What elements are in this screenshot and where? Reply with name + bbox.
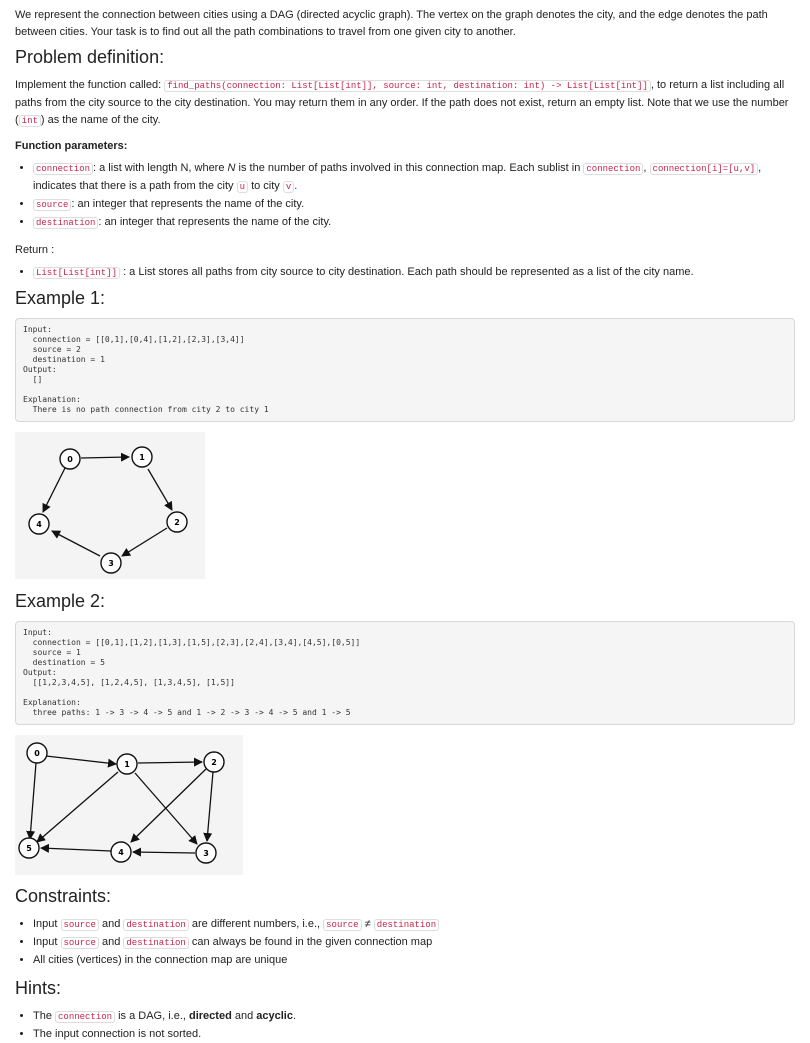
constraints-list — [15, 916, 795, 969]
intro-paragraph — [15, 7, 795, 41]
inline-code: source — [61, 937, 99, 949]
hints-heading: Hints: — [15, 978, 62, 998]
text-run: . — [292, 1010, 297, 1022]
list-item — [33, 1026, 795, 1043]
text-run: : an integer that represents the name of the city. — [98, 216, 332, 228]
graph1-label-3: 3 — [108, 559, 114, 568]
text-run: , to return a list including all paths from the city source to the city destination. You may return them in any order. If the path does not exist, return an empty list. Note that we use the number ( — [15, 79, 789, 126]
list-item — [33, 264, 795, 282]
text-run: and — [231, 1010, 257, 1022]
graph2-label-1: 1 — [124, 760, 130, 769]
graph1-label-2: 2 — [174, 518, 180, 527]
text-run: ≠ — [361, 918, 374, 930]
list-item — [33, 916, 795, 934]
example2-graph — [15, 735, 243, 875]
text-run: : a list with length N, where — [93, 162, 228, 174]
inline-code: source — [323, 919, 361, 931]
example2-heading: Example 2: — [15, 591, 106, 611]
text-run: Implement the function called: — [15, 79, 165, 91]
inline-code: u — [237, 181, 248, 193]
text-run: The — [33, 1010, 56, 1022]
inline-code: source — [61, 919, 99, 931]
inline-code: int — [19, 115, 41, 127]
graph1-label-0: 0 — [67, 455, 73, 464]
text-run: and — [98, 918, 124, 930]
inline-code: connection — [33, 163, 93, 175]
text-run: is a DAG, i.e., — [115, 1010, 189, 1022]
text-run: Input — [33, 936, 61, 948]
constraints-heading: Constraints: — [15, 886, 112, 906]
inline-code: destination — [374, 919, 439, 931]
graph2-label-3: 3 — [203, 849, 209, 858]
text-run: We represent the connection between cities using a DAG (directed acyclic graph). The vertex on the graph denotes the city, and the edge denotes the path between cities. Your task is to find out all the path combinations to travel from one given city to another. — [15, 9, 768, 38]
text-run: is the number of paths involved in this connection map. Each sublist in — [235, 162, 584, 174]
text-run: Input — [33, 918, 61, 930]
example2-code: Input: connection = [[0,1],[1,2],[1,3],[1,5],[2,3],[2,4],[3,4],[4,5],[0,5]] source = 1 destination = 5 Output: [[1,2,3,4,5], [1,2,4,5], [1,3,4,5], [1,5]] Explanation: three paths: 1 -> 3 -> 4 -> 5 and 1 -> 2 -> 3 -> 4 -> 5 and 1 -> 5 — [15, 621, 795, 725]
inline-code: v — [283, 181, 294, 193]
text-run: : a List stores all paths from city source to city destination. Each path should be represented as a list of the city name. — [120, 266, 694, 278]
example1-code: Input: connection = [[0,1],[0,4],[1,2],[2,3],[3,4]] source = 2 destination = 1 Output: [] Explanation: There is no path connection from city 2 to city 1 — [15, 318, 795, 422]
list-item — [33, 1008, 795, 1026]
graph2-label-0: 0 — [34, 749, 40, 758]
inline-code: List[List[int]] — [33, 267, 120, 279]
problem-heading: Problem definition: — [15, 47, 165, 67]
return-heading: Return : — [15, 244, 55, 256]
inline-code: connection[i]=[u,v] — [650, 163, 759, 175]
list-item — [33, 214, 795, 232]
example1-graph — [15, 432, 205, 579]
list-item — [33, 196, 795, 214]
params-list — [15, 160, 795, 232]
text-run: to city — [248, 180, 283, 192]
params-heading: Function parameters: — [15, 140, 128, 152]
inline-code: connection — [55, 1011, 115, 1023]
inline-code: destination — [123, 937, 188, 949]
graph2-label-4: 4 — [118, 848, 124, 857]
inline-code: destination — [33, 217, 98, 229]
graph1-label-1: 1 — [139, 453, 145, 462]
text-run: . — [294, 180, 298, 192]
graph2-label-2: 2 — [211, 758, 217, 767]
problem-paragraph — [15, 77, 795, 130]
graph2-label-5: 5 — [26, 844, 32, 853]
text-run: , indicates that there is a path from the city — [33, 162, 762, 192]
text-run: ) as the name of the city. — [40, 114, 161, 126]
example1-heading: Example 1: — [15, 288, 106, 308]
text-run: All cities (vertices) in the connection map are unique — [33, 954, 288, 966]
list-item — [33, 160, 795, 196]
text-run: can always be found in the given connection map — [188, 936, 433, 948]
inline-code: find_paths(connection: List[List[int]], source: int, destination: int) -> List[List[int]] — [164, 80, 651, 92]
graph1-label-4: 4 — [36, 520, 42, 529]
hints-list — [15, 1008, 795, 1043]
inline-code: connection — [583, 163, 643, 175]
text-run: are different numbers, i.e., — [188, 918, 324, 930]
text-run: and — [98, 936, 124, 948]
bold-text: acyclic — [256, 1010, 293, 1022]
return-list — [15, 264, 795, 282]
list-item — [33, 952, 795, 969]
bold-text: directed — [189, 1010, 232, 1022]
inline-code: destination — [123, 919, 188, 931]
inline-code: source — [33, 199, 71, 211]
italic-text: N — [227, 162, 236, 174]
text-run: The input connection is not sorted. — [33, 1028, 202, 1040]
text-run: : an integer that represents the name of the city. — [71, 198, 305, 210]
text-run: , — [643, 162, 650, 174]
list-item — [33, 934, 795, 952]
